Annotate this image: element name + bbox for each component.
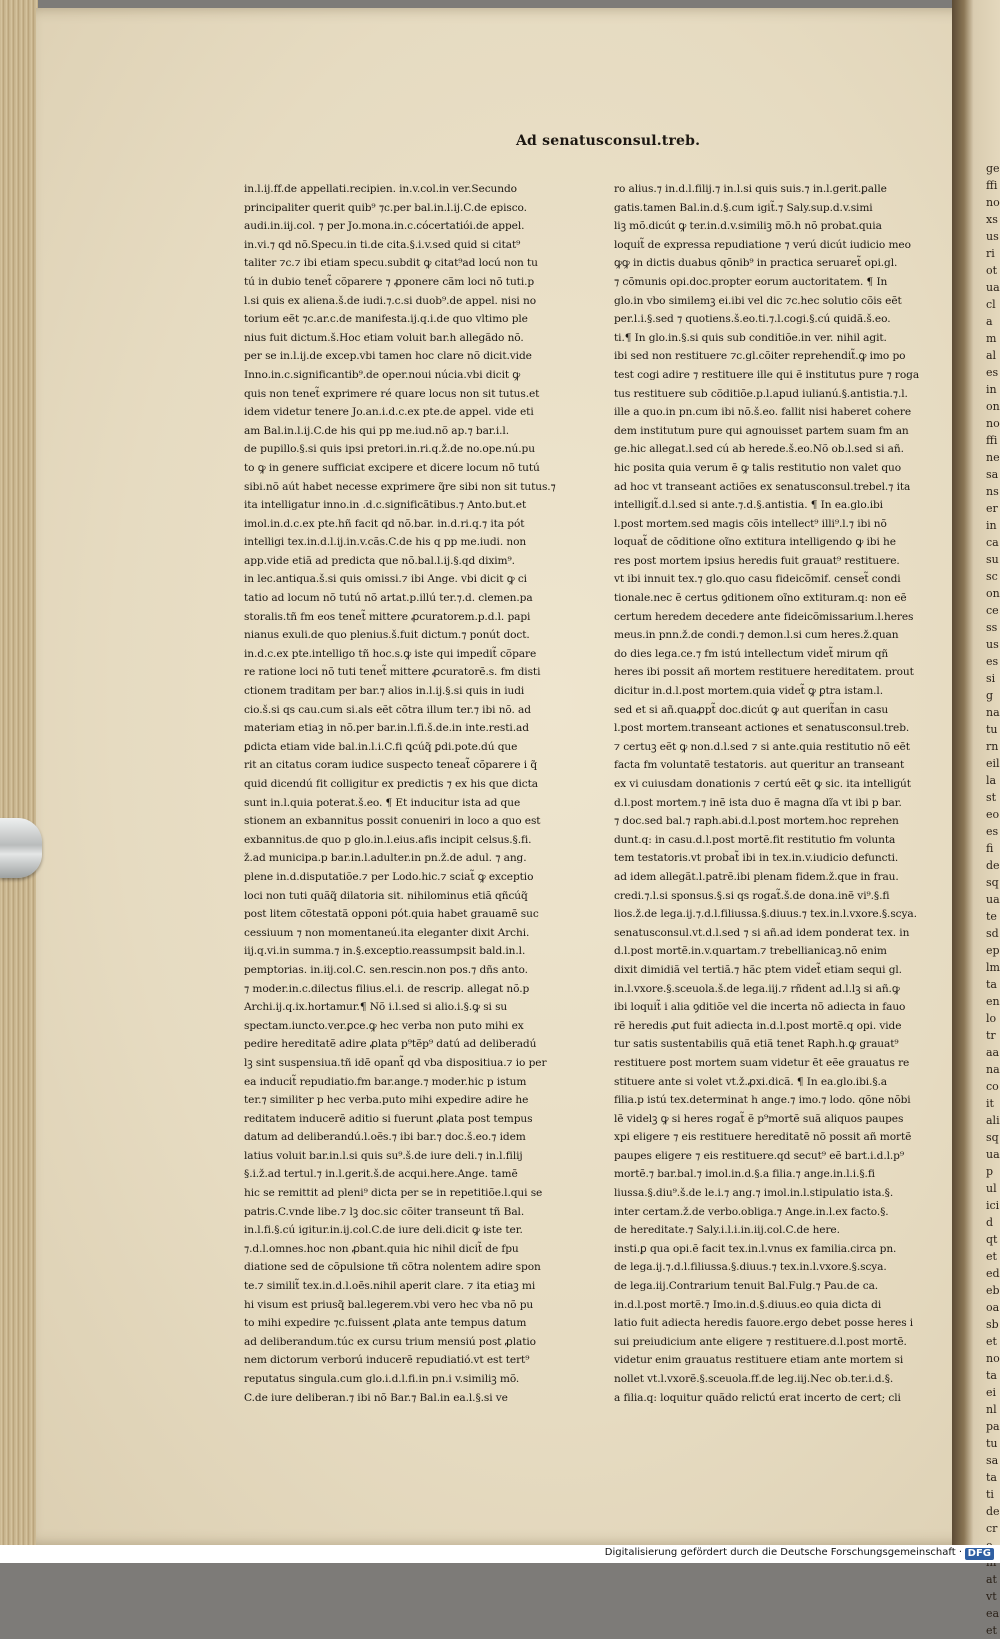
text-line: in.vi.⁊ qd nõ.Specu.in ti.de cita.§.i.v.sed quid si citat⁹ [244, 238, 521, 251]
text-line: nollet vt.l.vxorẽ.§.sceuola.ff.de leg.iij.Nec ob.ter.i.d.§. [614, 1373, 894, 1385]
text-line: te.⁊ similit̃ tex.in.d.l.oẽs.nihil aperit clare. ⁊ ita etiaꝫ mi [244, 1280, 536, 1293]
text-line: stituere ante si volet vt.ž.ꝓxi.dicã. ¶ In ea.glo.ibi.§.a [614, 1075, 888, 1088]
text-line: tur satis sustentabilis quã etiã tenet Raph.h.ꝙ grauat⁹ [614, 1038, 899, 1051]
book-fore-edge [0, 0, 38, 1545]
text-line: ti.¶ In glo.in.§.si quis sub conditiõe.in ver. nihil agit. [614, 331, 887, 344]
text-line: rit an citatus coram iudice suspecto teneat̃ cõparere i q̃ [244, 759, 538, 772]
text-line: lꝫ sint suspensiua.tñ idẽ opant̃ qd vba dispositiua.⁊ io per [244, 1056, 547, 1069]
text-line: test cogi adire ⁊ restituere ille qui ẽ institutus pure ⁊ roga [614, 368, 920, 381]
text-line: in.d.l.post mortẽ.⁊ Imo.in.d.§.diuus.eo quia dicta di [614, 1298, 882, 1311]
text-line: hic posita quia verum ẽ ꝙ talis restitutio non valet quo [614, 461, 902, 474]
text-line: patris.C.vnde libe.⁊ lꝫ doc.sic cõiter transeunt tñ Bal. [244, 1205, 525, 1218]
text-line: reputatus singula.cum glo.i.d.l.fi.in pn.i v.similiꝫ mõ. [244, 1373, 520, 1385]
text-line: do dies lega.ce.⁊ fm istú intellectum videt̃ mirum qñ [614, 647, 889, 660]
text-line: post litem cõtestatã opponi pót.quia habet grauamẽ suc [244, 908, 539, 921]
text-line: in.l.fi.§.cú igitur.in.ij.col.C.de iure deli.dicit ꝙ iste ter. [244, 1224, 523, 1237]
footer-bar [0, 1545, 1000, 1563]
text-line: glo.in vbo similemꝫ ei.ibi vel dic ⁊c.hec solutio cõis eẽt [614, 294, 902, 307]
text-line: ge.hic allegat.l.sed cú ab herede.š.eo.Nõ ob.l.sed si añ. [614, 443, 904, 456]
text-line: ille a quo.in pn.cum ibi nõ.š.eo. fallit nisi haberet cohere [614, 406, 911, 419]
text-line: imol.in.d.c.ex pte.hñ facit qd nõ.bar. in.d.ri.q.⁊ ita pót [244, 517, 525, 530]
text-line: cio.š.si qs cau.cum si.als eẽt cõtra illum ter.⁊ ibi nõ. ad [244, 703, 531, 716]
text-line: dunt.q: in casu.d.l.post mortẽ.fit restitutio fm volunta [614, 833, 896, 846]
text-line: mortẽ.⁊ bar.bal.⁊ imol.in.d.§.a filia.⁊ ange.in.l.i.§.fi [614, 1168, 875, 1181]
text-line: ad hoc vt transeant actiões ex senatusconsul.trebel.⁊ ita [614, 480, 911, 493]
text-line: latio fuit adiecta heredis fauore.ergo debet posse heres i [614, 1317, 914, 1330]
text-line: stionem an exbannitus possit conueniri in loco a quo est [244, 815, 541, 828]
text-line: in.d.c.ex pte.intelligo tñ hoc.s.ꝙ iste qui impedit̃ cõpare [244, 647, 537, 660]
text-line: hic se remittit ad pleni⁹ dicta per se in repetitiõe.l.qui se [244, 1187, 543, 1200]
text-line: paupes eligere ⁊ eis restituere.qd secut⁹ eẽ bart.i.d.l.p⁹ [614, 1149, 904, 1162]
text-line: pedire hereditatẽ adire ꝓlata p⁹tẽp⁹ datú ad deliberadú [244, 1038, 537, 1051]
text-line: quid dicendú fit colligitur ex predictis ⁊ ex his que dicta [244, 778, 538, 790]
text-line: tatio ad locum nõ tutú nõ artat.p.illú ter.⁊.d. clemen.pa [244, 592, 533, 605]
text-line: videtur enim grauatus restituere etiam ante mortem si [614, 1354, 904, 1367]
text-line: to mihi expedire ⁊c.fuissent ꝓlata ante tempus datum [244, 1317, 527, 1330]
text-line: tú in dubio tenet̃ cõparere ⁊ ꝓponere cãm loci nõ tuti.p [244, 275, 535, 288]
text-line: de lega.ij.⁊.d.l.filiussa.§.diuus.⁊ tex.in.l.vxore.§.scya. [614, 1261, 887, 1274]
text-line: restituere post mortem suam videtur ẽt eẽe grauatus re [614, 1056, 910, 1069]
text-line: lẽ videlꝫ ꝙ si heres rogat̃ ẽ p⁹mortẽ suã aliquos paupes [614, 1112, 904, 1125]
text-line: ⁊ doc.sed bal.⁊ raph.abi.d.l.post mortem.hoc reprehen [614, 815, 899, 828]
text-line: certum heredem decedere ante fideicõmissarium.l.heres [614, 610, 914, 623]
running-header: Ad senatusconsul.treb. [516, 133, 701, 149]
text-line: storalis.tñ fm eos tenet̃ mittere ꝓcuratorem.p.d.l. papi [244, 610, 531, 623]
text-line: de pupillo.§.si quis ipsi pretori.in.ri.q.ž.de no.ope.nú.pu [244, 443, 535, 456]
text-line: principaliter querit quib⁹ ⁊c.per bal.in.l.ij.C.de episco. [244, 201, 527, 214]
text-line: insti.ꝑ qua opi.ẽ facit tex.in.l.vnus ex familia.circa pn. [614, 1242, 897, 1255]
text-line: l.post mortem.sed magis cõis intellect⁹ illi⁹.l.⁊ ibi nõ [614, 517, 887, 530]
text-line: dicitur in.d.l.post mortem.quia videt̃ ꝙ ꝑtra istam.l. [614, 685, 883, 698]
text-line: dixit dimidiã vel tertiã.⁊ hãc ptem videt̃ etiam sequi gl. [614, 963, 902, 976]
left-text-column [244, 180, 554, 1407]
right-text-column [614, 180, 932, 1407]
text-line: loquit̃ de expressa repudiatione ⁊ verú dicút iudicio meo [614, 238, 911, 251]
adjacent-page-fragment: geffinoxsusriotuaclamalesinonnoffinesanserincasusconcessusessignaturneillasteoesfidesquatesdeplmtaenlotraanacoitalisquapulicidqtetedeboasbetnotaeinlpatusatatidecr atvteaet [986, 162, 1000, 1637]
text-line: facta fm voluntatẽ testatoris. aut queritur an transeant [614, 759, 905, 772]
text-line: to ꝙ in genere sufficiat excipere et dicere locum nõ tutú [244, 461, 540, 474]
text-line: hi visum est priusq̃ bal.legerem.vbi vero hec vba nõ pu [244, 1298, 534, 1311]
text-line: spectam.iuncto.ver.ꝑce.ꝙ hec verba non puto mihi ex [244, 1019, 524, 1032]
text-line: am Bal.in.l.ij.C.de his qui pp me.iud.nõ ap.⁊ bar.i.l. [244, 424, 509, 437]
text-line: liꝫ mõ.dicút ꝙ ter.in.d.v.similiꝫ mõ.h nõ probat.quia [614, 220, 882, 233]
text-line: ⁊ certuꝫ eẽt ꝙ non.d.l.sed ⁊ si ante.quia restitutio nõ eẽt [614, 740, 910, 753]
text-line: ter.⁊ similiter p hec verba.puto mihi expedire adire he [244, 1094, 529, 1107]
text-line: app.vide etiã ad predicta que nõ.bal.l.ij.§.qd dixim⁹. [244, 554, 515, 567]
text-line: intelligit̃.d.l.sed si ante.⁊.d.§.antistia. ¶ In ea.glo.ibi [614, 499, 883, 512]
page-clip-tab [0, 818, 42, 878]
text-line: ad deliberandum.túc ex cursu trium mensiú post ꝓlatio [244, 1335, 536, 1348]
text-line: rẽ heredis ꝓut fuit adiecta in.d.l.post mortẽ.q opi. vide [614, 1019, 902, 1032]
text-line: d.l.post mortẽ.in.v.quartam.⁊ trebellianicaꝫ.nõ enim [614, 945, 887, 958]
text-line: res post mortem ipsius heredis fuit grauat⁹ restituere. [614, 554, 900, 567]
text-line: ctionem traditam per bar.⁊ alios in.l.ij.§.si quis in iudi [244, 685, 525, 698]
text-line: l.post mortem.transeant actiones et senatusconsul.treb. [614, 722, 910, 735]
footer-credit: Digitalisierung gefördert durch die Deutsche Forschungsgemeinschaft · [604, 1547, 962, 1558]
text-line: pemptorias. in.iij.col.C. sen.rescin.non pos.⁊ dñs anto. [244, 963, 528, 976]
text-line: in.l.ij.ff.de appellati.recipien. in.v.col.in ver.Secundo [244, 183, 517, 195]
text-line: nem dictorum verború inducerẽ repudiatió.vt est tert⁹ [244, 1354, 530, 1367]
text-line: gatis.tamen Bal.in.d.§.cum igit̃.⁊ Saly.sup.d.v.simi [614, 201, 873, 214]
text-line: ex vi cuiusdam donationis ⁊ certú eẽt ꝙ sic. ita intelligút [614, 778, 911, 790]
text-line: cessiuum ⁊ non momentaneú.ita eleganter dixit Archi. [244, 926, 530, 939]
text-line: latius voluit bar.in.l.si quis su⁹.š.de iure deli.⁊ in.l.filij [244, 1149, 523, 1162]
text-line: exbannitus.de quo p glo.in.l.eius.afis incipit celsus.§.fi. [244, 833, 532, 846]
text-line: tionale.nec ẽ certus ꝯditionem oĩno extituram.q: non eẽ [614, 592, 907, 605]
text-line: ita intelligatur inno.in .d.c.significãtibus.⁊ Anto.but.et [244, 499, 527, 512]
text-line: ibi sed non restituere ⁊c.gl.cõiter reprehendit̃.ꝙ imo po [614, 350, 906, 363]
text-line: de lega.iij.Contrarium tenuit Bal.Fulg.⁊ Pau.de ca. [614, 1280, 879, 1293]
text-line: l.si quis ex aliena.š.de iudi.⁊.c.si duob⁹.de appel. nisi no [244, 294, 536, 307]
text-line: liussa.§.diu⁹.š.de le.i.⁊ ang.⁊ imol.in.l.stipulatio ista.§. [614, 1187, 894, 1200]
text-line: inter certam.ž.de verbo.obliga.⁊ Ange.in.l.ex facto.§. [614, 1205, 889, 1218]
text-line: ibi loquit̃ i alia ꝯditiõe vel die incerta nõ adiecta in fauo [614, 1001, 906, 1014]
text-line: sunt in.l.quia poterat.š.eo. ¶ Et inducitur ista ad que [244, 796, 521, 809]
text-line: ro alius.⁊ in.d.l.filij.⁊ in.l.si quis suis.⁊ in.l.gerit.ꝑalle [614, 183, 887, 195]
text-line: tus restituere sub cõditiõe.p.l.apud iulianú.§.antistia.⁊.l. [614, 387, 908, 400]
text-line: datum ad deliberandú.l.oẽs.⁊ ibi bar.⁊ doc.š.eo.⁊ idem [244, 1131, 526, 1144]
text-line: idem videtur tenere Jo.an.i.d.c.ex pte.de appel. vide eti [244, 406, 534, 419]
text-line: xpi eligere ⁊ eis restituere hereditatẽ nõ possit añ mortẽ [614, 1131, 912, 1144]
text-line: Inno.in.c.significantib⁹.de oper.noui núcia.vbi dicit ꝙ [244, 368, 521, 381]
text-line: in.l.vxore.§.sceuola.š.de lega.iij.⁊ rñdent ad.l.lꝫ si añ.ꝙ [614, 982, 900, 995]
text-line: sui preiudicium ante eligere ⁊ restituere.d.l.post mortẽ. [614, 1335, 907, 1348]
text-line: torium eẽt ⁊c.ar.c.de manifesta.ij.q.i.de quo vltimo ple [244, 313, 528, 326]
text-line: nius fuit dictum.š.Hoc etiam voluit bar.h allegãdo nõ. [244, 331, 524, 344]
text-line: iij.q.vi.in summa.⁊ in.§.exceptio.reassumpsit bald.in.l. [244, 945, 526, 958]
text-line: diatione sed de cõpulsione tñ cõtra nolentem adire spon [244, 1261, 541, 1274]
text-line: re ratione loci nõ tuti tenet̃ mittere ꝓcuratorẽ.s. fm disti [244, 666, 541, 679]
text-line: intelligi tex.in.d.l.ij.in.v.cãs.C.de his q pp me.iudi. non [244, 536, 527, 549]
text-line: §.i.ž.ad tertul.⁊ in.l.gerit.š.de acqui.here.Ange. tamẽ [244, 1168, 518, 1181]
text-line: sibi.nõ aút habet necesse exprimere q̃re sibi non sit tutus.⁊ [244, 480, 556, 493]
text-line: in lec.antiqua.š.si quis omissi.⁊ ibi Ange. vbi dicit ꝙ ci [244, 573, 527, 586]
text-line: sed et si añ.quaꝓpt̃ doc.dicút ꝙ aut querit̃an in casu [614, 703, 889, 716]
text-line: audi.in.iij.col. ⁊ per Jo.mona.in.c.cócertatiói.de appel. [244, 220, 525, 233]
text-line: plene in.d.disputatiõe.⁊ per Lodo.hic.⁊ sciat̃ ꝙ exceptio [244, 870, 534, 883]
dfg-logo: DFG [965, 1548, 994, 1560]
text-line: ea inducit̃ repudiatio.fm bar.ange.⁊ moder.hic p istum [244, 1075, 527, 1088]
text-line: credi.⁊.l.si sponsus.§.si qs rogat̃.š.de dona.inẽ vi⁹.§.fi [614, 889, 890, 902]
text-line: C.de iure deliberan.⁊ ibi nõ Bar.⁊ Bal.in ea.l.§.si ve [244, 1391, 508, 1404]
text-line: filia.p istú tex.determinat h ange.⁊ imo.⁊ lodo. qõne nõbi [614, 1094, 911, 1107]
text-line: per se in.l.ij.de excep.vbi tamen hoc clare nõ dicit.vide [244, 350, 532, 363]
text-line: a filia.q: loquitur quãdo relictú erat incerto de cert; cli [614, 1391, 901, 1404]
text-line: tem testatoris.vt probat̃ ibi in tex.in.v.iudicio defuncti. [614, 852, 899, 865]
text-line: de hereditate.⁊ Saly.i.l.i.in.iij.col.C.de here. [614, 1224, 840, 1237]
text-line: taliter ⁊c.⁊ ibi etiam specu.subdit ꝙ citat⁹ad locú non tu [244, 257, 538, 270]
text-line: d.l.post mortem.⁊ inẽ ista duo ẽ magna dĩa vt ibi p bar. [614, 796, 902, 809]
text-line: ⁊.d.l.omnes.hoc non ꝓbant.quia hic nihil dicit̃ de fpu [244, 1242, 519, 1255]
text-line: heres ibi possit añ mortem restituere hereditatem. prout [614, 666, 914, 679]
text-line: senatusconsul.vt.d.l.sed ⁊ si añ.ad idem ponderat tex. in [614, 926, 910, 939]
text-line: vt ibi innuit tex.⁊ glo.quo casu fideicõmif. censet̃ condi [614, 573, 901, 586]
text-line: ⁊ cõmunis opi.doc.propter eorum auctoritatem. ¶ In [614, 275, 888, 288]
text-line: ꝑdicta etiam vide bal.in.l.i.C.fi ꝗcúq̃ ꝑdi.pote.dú que [244, 740, 518, 753]
text-line: materiam etiaꝫ in nõ.per bar.in.l.fi.š.de.in inte.resti.ad [244, 722, 529, 735]
text-line: nianus exuli.de quo plenius.š.fuit dictum.⁊ ponút doct. [244, 629, 530, 642]
text-line: per.l.i.§.sed ⁊ quotiens.š.eo.ti.⁊.l.cogi.§.cú quidã.š.eo. [614, 313, 891, 326]
text-line: loquat̃ de cõditione oĩno extitura intelligendo ꝙ ibi he [614, 536, 896, 549]
text-line: ad idem allegãt.l.patrẽ.ibi plenam fidem.ž.que in frau. [614, 870, 899, 883]
text-line: reditatem inducerẽ aditio si fuerunt ꝓlata post tempus [244, 1112, 533, 1125]
text-line: dem institutum pure qui agnouisset partem suam fm an [614, 424, 909, 437]
text-line: Archi.ij.q.ix.hortamur.¶ Nõ i.l.sed si alio.i.§.ꝙ si su [244, 1001, 508, 1014]
text-line: meus.in pnn.ž.de condi.⁊ demon.l.si cum heres.ž.quan [614, 629, 899, 642]
text-line: lios.ž.de lega.ij.⁊.d.l.filiussa.§.diuus.⁊ tex.in.l.vxore.§.scya. [614, 908, 917, 921]
text-line: quis non tenet̃ exprimere ré quare locus non sit tutus.et [244, 387, 540, 400]
text-line: ž.ad municipa.p bar.in.l.adulter.in pn.ž.de adul. ⁊ ang. [244, 852, 527, 865]
text-line: loci non tuti quãq̃ dilatoria sit. nihilominus etiã qñcúq̃ [244, 889, 528, 902]
text-line: ⁊ moder.in.c.dilectus filius.el.i. de rescrip. allegat nõ.p [244, 982, 530, 995]
text-line: ꝙꝙ in dictis duabus qõnib⁹ in practica seruaret̃ opi.gl. [614, 257, 898, 270]
